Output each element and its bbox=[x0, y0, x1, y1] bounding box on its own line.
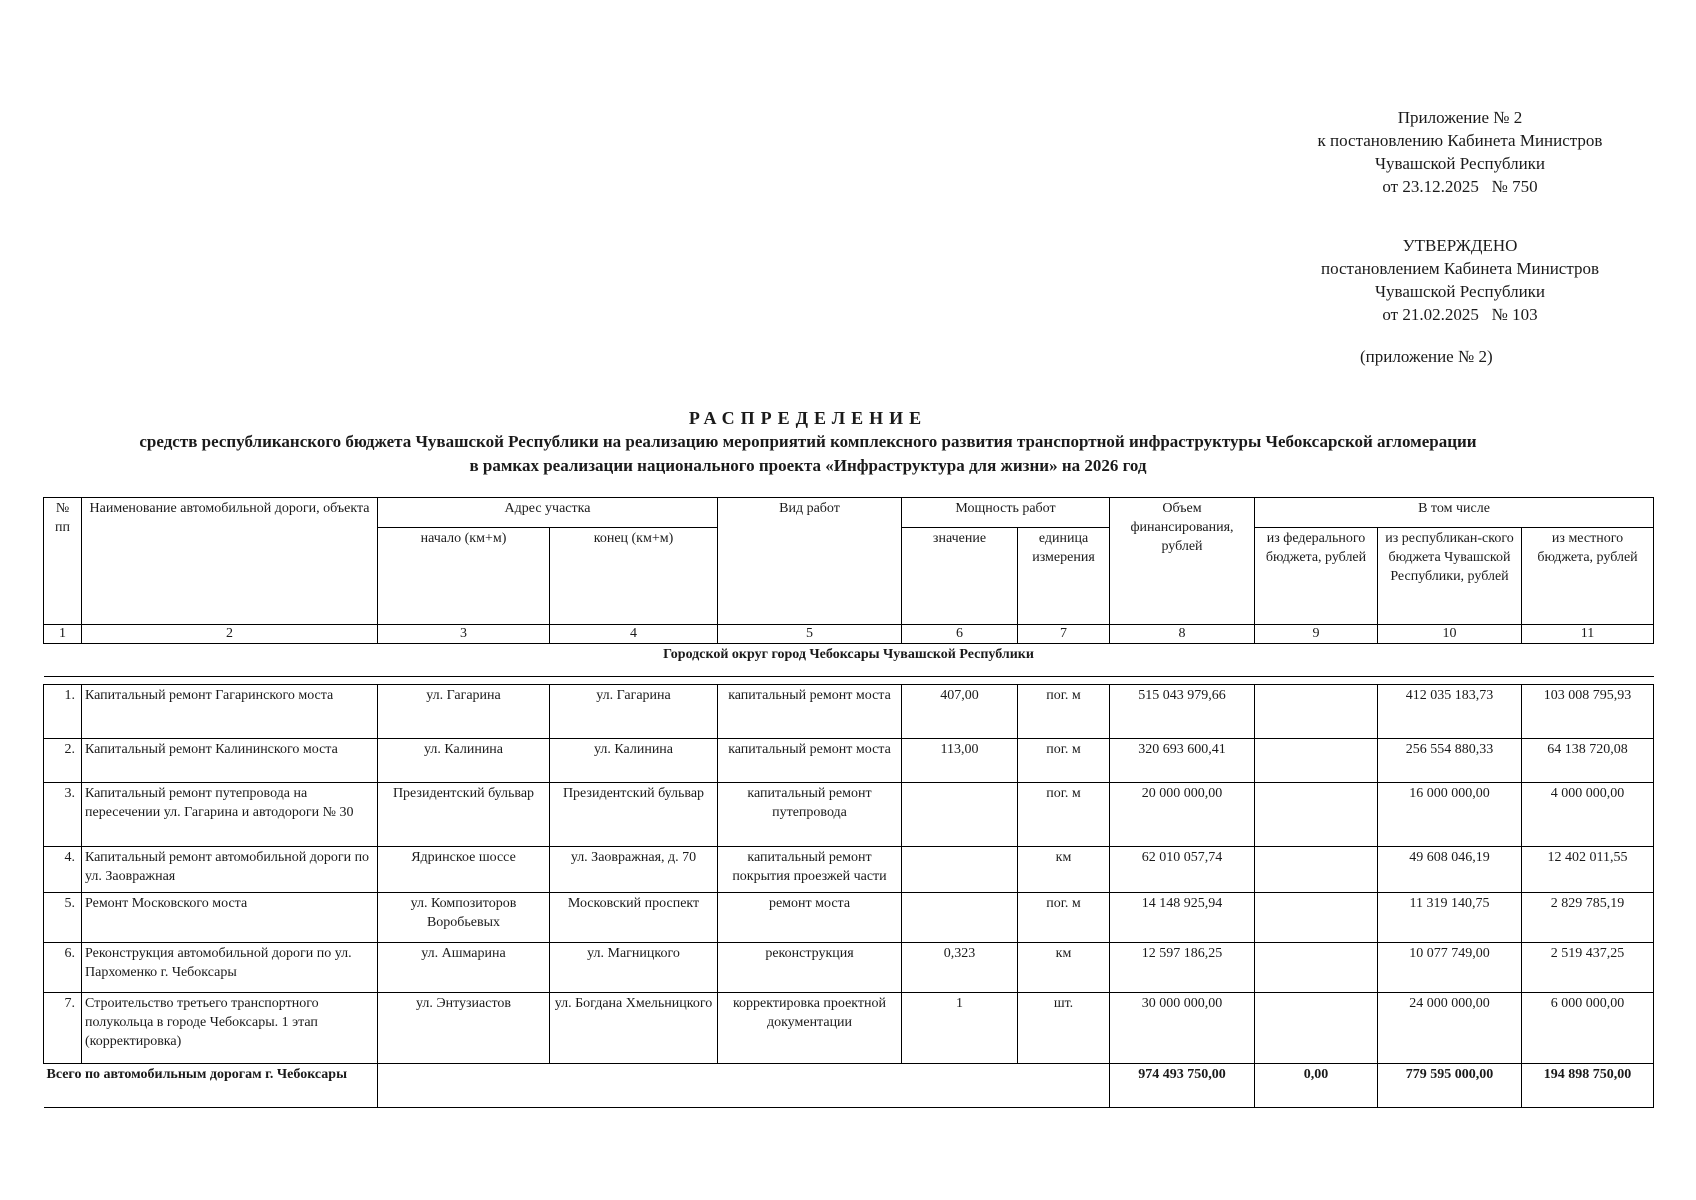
header-no: № пп bbox=[44, 498, 82, 625]
row-work: ремонт моста bbox=[718, 893, 902, 943]
row-volume: 30 000 000,00 bbox=[1110, 993, 1255, 1064]
row-no: 7. bbox=[44, 993, 82, 1064]
row-value: 407,00 bbox=[902, 685, 1018, 739]
header-republic: из республикан-ского бюджета Чувашской Республики, рублей bbox=[1378, 528, 1522, 625]
row-local: 103 008 795,93 bbox=[1522, 685, 1654, 739]
document-subtitle-1: средств республиканского бюджета Чувашской Республики на реализацию мероприятий комплексного развития транспортной инфраструктуры Чебоксарской агломерации bbox=[139, 432, 1477, 451]
row-name: Капитальный ремонт автомобильной дороги по ул. Заовражная bbox=[82, 847, 378, 893]
total-row bbox=[44, 1064, 1654, 1108]
row-no: 6. bbox=[44, 943, 82, 993]
column-numbers-row bbox=[44, 625, 1654, 644]
row-federal bbox=[1255, 943, 1378, 993]
total-empty bbox=[378, 1064, 1110, 1108]
row-name: Реконструкция автомобильной дороги по ул. Пархоменко г. Чебоксары bbox=[82, 943, 378, 993]
row-volume: 12 597 186,25 bbox=[1110, 943, 1255, 993]
header-federal: из федерального бюджета, рублей bbox=[1255, 528, 1378, 625]
row-unit: пог. м bbox=[1018, 739, 1110, 783]
row-start: ул. Композиторов Воробьевых bbox=[378, 893, 550, 943]
column-number: 9 bbox=[1255, 625, 1378, 644]
column-number: 1 bbox=[44, 625, 82, 644]
row-unit: пог. м bbox=[1018, 685, 1110, 739]
row-name: Капитальный ремонт Гагаринского моста bbox=[82, 685, 378, 739]
row-start: ул. Гагарина bbox=[378, 685, 550, 739]
row-work: корректировка проектной документации bbox=[718, 993, 902, 1064]
total-label: Всего по автомобильным дорогам г. Чебоксары bbox=[44, 1064, 378, 1108]
row-local: 4 000 000,00 bbox=[1522, 783, 1654, 847]
header-local: из местного бюджета, рублей bbox=[1522, 528, 1654, 625]
approved-line-4: от 21.02.2025 № 103 bbox=[1382, 305, 1538, 324]
header-capacity: Мощность работ bbox=[902, 498, 1110, 528]
column-number: 10 bbox=[1378, 625, 1522, 644]
row-republic: 24 000 000,00 bbox=[1378, 993, 1522, 1064]
table-row bbox=[44, 685, 1654, 739]
row-republic: 256 554 880,33 bbox=[1378, 739, 1522, 783]
row-unit: км bbox=[1018, 847, 1110, 893]
row-federal bbox=[1255, 685, 1378, 739]
header-unit: единица измерения bbox=[1018, 528, 1110, 625]
row-volume: 320 693 600,41 bbox=[1110, 739, 1255, 783]
group-row bbox=[44, 644, 1654, 677]
row-value bbox=[902, 847, 1018, 893]
row-local: 2 519 437,25 bbox=[1522, 943, 1654, 993]
table-row bbox=[44, 739, 1654, 783]
row-no: 1. bbox=[44, 685, 82, 739]
row-no: 4. bbox=[44, 847, 82, 893]
row-local: 12 402 011,55 bbox=[1522, 847, 1654, 893]
row-value: 113,00 bbox=[902, 739, 1018, 783]
row-unit: км bbox=[1018, 943, 1110, 993]
row-work: капитальный ремонт покрытия проезжей части bbox=[718, 847, 902, 893]
appendix-line-3: Чувашской Республики bbox=[1374, 154, 1546, 173]
table-row bbox=[44, 847, 1654, 893]
row-end: Московский проспект bbox=[550, 893, 718, 943]
row-end: ул. Заовражная, д. 70 bbox=[550, 847, 718, 893]
header-address: Адрес участка bbox=[378, 498, 718, 528]
document-title: РАСПРЕДЕЛЕНИЕ bbox=[688, 408, 928, 428]
row-end: ул. Гагарина bbox=[550, 685, 718, 739]
appendix-line-4: от 23.12.2025 № 750 bbox=[1382, 177, 1538, 196]
table-row bbox=[44, 943, 1654, 993]
row-end: ул. Калинина bbox=[550, 739, 718, 783]
row-republic: 49 608 046,19 bbox=[1378, 847, 1522, 893]
total-republic: 779 595 000,00 bbox=[1378, 1064, 1522, 1108]
row-local: 6 000 000,00 bbox=[1522, 993, 1654, 1064]
row-value bbox=[902, 783, 1018, 847]
row-volume: 62 010 057,74 bbox=[1110, 847, 1255, 893]
total-local: 194 898 750,00 bbox=[1522, 1064, 1654, 1108]
document-subtitle-2: в рамках реализации национального проекта «Инфраструктура для жизни» на 2026 год bbox=[469, 456, 1147, 475]
row-unit: пог. м bbox=[1018, 893, 1110, 943]
header-volume: Объем финансирования, рублей bbox=[1110, 498, 1255, 625]
row-federal bbox=[1255, 739, 1378, 783]
column-number: 6 bbox=[902, 625, 1018, 644]
header-value: значение bbox=[902, 528, 1018, 625]
table-row bbox=[44, 893, 1654, 943]
column-number: 8 bbox=[1110, 625, 1255, 644]
column-number: 2 bbox=[82, 625, 378, 644]
row-unit: пог. м bbox=[1018, 783, 1110, 847]
header-start: начало (км+м) bbox=[378, 528, 550, 625]
approved-line-2: постановлением Кабинета Министров bbox=[1320, 259, 1600, 278]
column-number: 3 bbox=[378, 625, 550, 644]
approved-note: (приложение № 2) bbox=[1360, 347, 1493, 366]
row-start: ул. Энтузиастов bbox=[378, 993, 550, 1064]
header-name: Наименование автомобильной дороги, объекта bbox=[82, 498, 378, 625]
row-name: Ремонт Московского моста bbox=[82, 893, 378, 943]
table-row bbox=[44, 993, 1654, 1064]
total-federal: 0,00 bbox=[1255, 1064, 1378, 1108]
row-volume: 20 000 000,00 bbox=[1110, 783, 1255, 847]
spacer-cell bbox=[44, 677, 1654, 685]
appendix-line-2: к постановлению Кабинета Министров bbox=[1317, 131, 1603, 150]
row-unit: шт. bbox=[1018, 993, 1110, 1064]
row-start: ул. Калинина bbox=[378, 739, 550, 783]
row-local: 2 829 785,19 bbox=[1522, 893, 1654, 943]
table-row bbox=[44, 783, 1654, 847]
row-no: 5. bbox=[44, 893, 82, 943]
row-no: 2. bbox=[44, 739, 82, 783]
column-number: 4 bbox=[550, 625, 718, 644]
row-name: Капитальный ремонт путепровода на пересечении ул. Гагарина и автодороги № 30 bbox=[82, 783, 378, 847]
row-name: Строительство третьего транспортного полукольца в городе Чебоксары. 1 этап (корректировка) bbox=[82, 993, 378, 1064]
row-federal bbox=[1255, 847, 1378, 893]
row-value: 0,323 bbox=[902, 943, 1018, 993]
row-work: капитальный ремонт моста bbox=[718, 739, 902, 783]
row-republic: 11 319 140,75 bbox=[1378, 893, 1522, 943]
column-number: 5 bbox=[718, 625, 902, 644]
approved-line-1: УТВЕРЖДЕНО bbox=[1402, 236, 1518, 255]
row-start: Президентский бульвар bbox=[378, 783, 550, 847]
row-end: ул. Магницкого bbox=[550, 943, 718, 993]
column-number: 7 bbox=[1018, 625, 1110, 644]
row-volume: 515 043 979,66 bbox=[1110, 685, 1255, 739]
row-volume: 14 148 925,94 bbox=[1110, 893, 1255, 943]
title-block bbox=[60, 406, 1556, 478]
header-work-type: Вид работ bbox=[718, 498, 902, 625]
row-value: 1 bbox=[902, 993, 1018, 1064]
row-federal bbox=[1255, 893, 1378, 943]
row-start: ул. Ашмарина bbox=[378, 943, 550, 993]
approved-line-3: Чувашской Республики bbox=[1374, 282, 1546, 301]
row-value bbox=[902, 893, 1018, 943]
spacer-row bbox=[44, 677, 1654, 685]
row-local: 64 138 720,08 bbox=[1522, 739, 1654, 783]
header-end: конец (км+м) bbox=[550, 528, 718, 625]
row-republic: 10 077 749,00 bbox=[1378, 943, 1522, 993]
row-end: Президентский бульвар bbox=[550, 783, 718, 847]
row-republic: 16 000 000,00 bbox=[1378, 783, 1522, 847]
total-volume: 974 493 750,00 bbox=[1110, 1064, 1255, 1108]
appendix-line-1: Приложение № 2 bbox=[1397, 108, 1523, 127]
row-end: ул. Богдана Хмельницкого bbox=[550, 993, 718, 1064]
row-no: 3. bbox=[44, 783, 82, 847]
header-including: В том числе bbox=[1255, 498, 1654, 528]
row-federal bbox=[1255, 993, 1378, 1064]
row-federal bbox=[1255, 783, 1378, 847]
group-title: Городской округ город Чебоксары Чувашской Республики bbox=[44, 644, 1654, 677]
approved-block bbox=[1260, 234, 1660, 326]
row-start: Ядринское шоссе bbox=[378, 847, 550, 893]
distribution-table bbox=[43, 497, 1654, 1108]
row-work: капитальный ремонт моста bbox=[718, 685, 902, 739]
column-number: 11 bbox=[1522, 625, 1654, 644]
row-republic: 412 035 183,73 bbox=[1378, 685, 1522, 739]
appendix-block bbox=[1260, 106, 1660, 198]
row-work: реконструкция bbox=[718, 943, 902, 993]
row-name: Капитальный ремонт Калининского моста bbox=[82, 739, 378, 783]
header-row-1 bbox=[44, 498, 1654, 528]
row-work: капитальный ремонт путепровода bbox=[718, 783, 902, 847]
